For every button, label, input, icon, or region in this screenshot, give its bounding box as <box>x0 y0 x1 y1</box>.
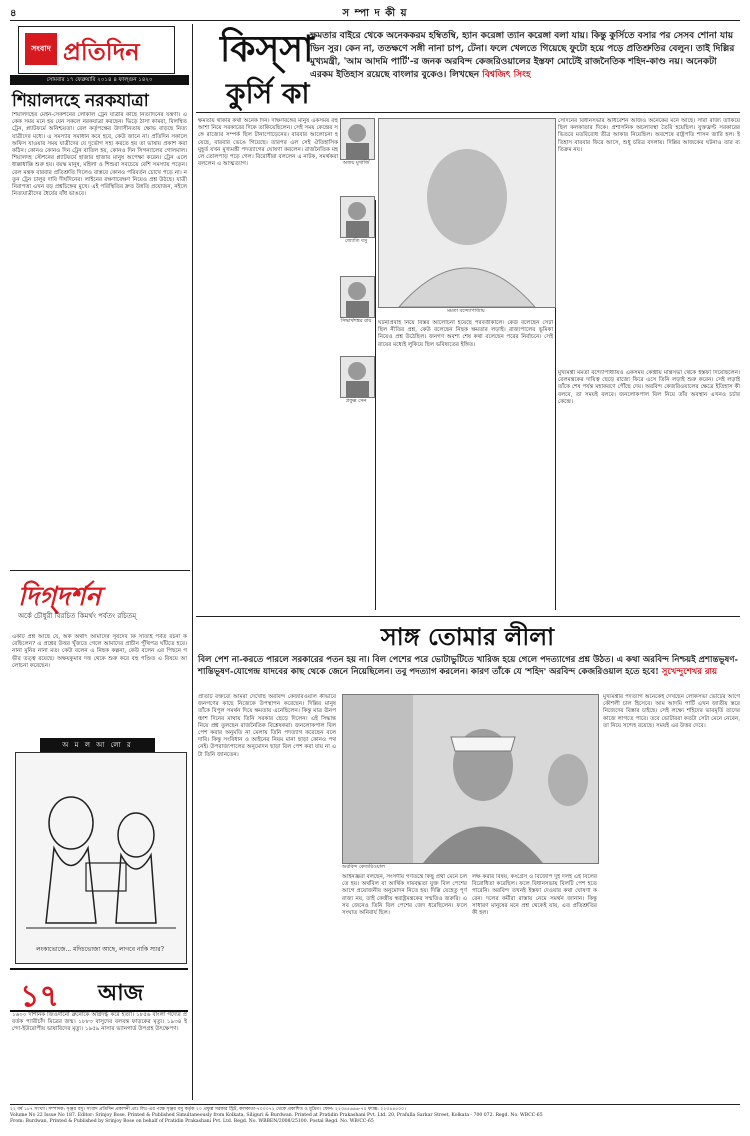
second-standfirst <box>198 654 738 678</box>
second-article-title: সাঙ্গ তোমার লীলা <box>380 622 555 651</box>
editorial-title-line1: কিস্সা <box>220 28 314 70</box>
cartoon-image <box>15 752 187 964</box>
photo-caption: সিদ্ধার্থশঙ্কর রায় <box>340 318 372 324</box>
imprint-line-2: Volume No 22 Issue No 187. Editor: Srinjoy Bose. Printed & Published Simultaneously from Kolkata, Siliguri & Burdwan. Printed at Pratidin Prakashani Pvt. Ltd. 20, Prafulla Sarkar Street, Kolkata - 700 072. Regd. No. WBCC-65 <box>10 1113 543 1118</box>
page-number: ৪ <box>10 8 17 19</box>
standfirst-text: ক্ষমতার বাইরে থেকে অনেককরম হম্বিতম্বি, হ্যান করেঙ্গা ত্যান করেঙ্গা বলা যায়। কিন্তু কুর্সিতে বসার পর সেসব শোনা যায় ভিন সুর। কেন না, ততক্ষণে সঙ্গী নানা চাপ, টেনা। ফলে খেলতে গিয়েছে ফুটো হয়ে পড়ে প্রতিশ্রুতির বেলুন। তাই দিল্লির মুখ্যমন্ত্রী, 'আম আদমি পার্টি'-র জনক অরবিন্দ কেজরিওয়ালের ইস্তফা মোটেই রাজনৈতিক শহিদ-কাণ্ড নয়। অনেকটা এরকম ইতিহাস রয়েছে বাংলার বুকেও। লিখছেন <box>310 31 735 80</box>
photo-caption: প্রফুল্ল সেন <box>345 398 367 404</box>
second-col2: আইনজ্ঞরা বলছেন, সংসদীয় গণতন্ত্রে কিছু প্রথা মেনে চলতে হয়। অর্থবিল বা আর্থিক দায়বদ্ধতা যুক্ত বিল পেশের আগে প্রয়োজনীয় অনুমোদন নিতে হয়। দিল্লি যেহেতু পূর্ণ রাজ্য নয়, তাই কেন্দ্রীয় স্বরাষ্ট্রমন্ত্রকের সম্মতিও জরুরি। এসব জেনেও তিনি বিল পেশের জেদ ধরেছিলেন। ফলে সংঘাত অনিবার্য ছিল। <box>342 874 467 917</box>
cartoon-caption: লংকাভোজে... মদিচভোজা আছে, লাগবে নাকি স্যার? <box>36 946 164 953</box>
kejriwal-photo <box>342 694 599 864</box>
second-author: সুখেন্দুশেখর রায় <box>661 667 718 677</box>
main-photo-caption: মমতা বন্দ্যোপাধ্যায় <box>447 308 485 314</box>
imprint-line-1: ২২ বর্ষ ১৮৭ সংখ্যা। সম্পাদক: সৃঞ্জয় বসু। সংবাদ প্রতিদিন প্রকাশনী প্রাঃ লিঃ-এর পক্ষে সৃঞ্জয় বসু কর্তৃক ২০ প্রফুল্ল সরকার স্ট্রিট, কলকাতা-৭০০০৭২ থেকে প্রকাশিত ও মুদ্রিত। ফোন: ২২৩৪৫৬৬৬-৭০ ফ্যাক্স: ২২৩৪৪৫০০। <box>10 1107 406 1112</box>
digdarshan-title: দিগ্‌দর্শন <box>18 582 101 612</box>
editorial-title-line2: কুর্সি কা <box>226 77 310 110</box>
divider <box>196 616 740 617</box>
photo-caption: জ্যোতি বসু <box>344 238 368 244</box>
digdarshan-body: একটি প্রশ্ন আছে যে, অর্ক অর্থাৎ আমাদের সূর্যদেব কি সত্যিই পর্বত রচনা করেছিলেন? এ প্রশ্নের উত্তর খুঁজতে গেলে আমাদের প্রাচীন পুঁথিপত্র ঘাঁটতে হবে। নানা মুনির নানা মত। কেউ বলেন এ নিছক কল্পনা, কেউ বলেন এর পিছনে গভীর তত্ত্ব রয়েছে। অক্ষয়কুমার দত্ত থেকে শুরু করে বহু পণ্ডিত এ বিষয়ে আলোচনা করেছেন। <box>12 634 187 669</box>
portrait-photo <box>340 276 375 318</box>
date-line: সোমবার ১৭ ফেব্রুয়ারি ২০১৪ ৪ ফাল্গুন ১৪২০ <box>10 75 189 85</box>
main-photo <box>378 118 556 308</box>
masthead-logo <box>18 26 175 74</box>
editorial-col4: মুখ্যমন্ত্রী মমতা বন্দ্যোপাধ্যায়ও একসময় কেন্দ্রীয় মন্ত্রিসভা থেকে ইস্তফা দিয়েছিলেন। রেলমন্ত্রকের দায়িত্ব ছেড়ে রাজ্যে ফিরে এসে তিনি লড়াই শুরু করেন। সেই লড়াই তাঁকে শেষ পর্যন্ত মহাকরণে পৌঁছে দেয়। অরবিন্দ কেজরিওয়ালের ক্ষেত্রে ইতিহাস কী বলবে, তা সময়ই বলবে। জনলোকপাল বিল নিয়ে তাঁর অবস্থান এখনও চর্চার কেন্দ্রে। <box>558 370 740 405</box>
editorial-col2: সেদিনের বিধানসভার অধিবেশন আজও অনেকের মনে আছে। সারা রাজ্য তাকিয়ে ছিল কলকাতার দিকে। প্রশাসনিক অচলাবস্থা তৈরি হয়েছিল। যুক্তফ্রন্ট সরকারের ভিতরে মতবিরোধ তীব্র আকার নিয়েছিল। অবশেষে রাষ্ট্রপতি শাসন জারি হল। ইতিহাস বারবার ফিরে আসে, শুধু চরিত্র বদলায়। দিল্লির আজকের ঘটনাও তার ব্যতিক্রম নয়। <box>558 118 740 153</box>
photo-caption: অজয় মুখার্জি <box>342 160 370 166</box>
imprint-footer <box>10 1104 740 1125</box>
second-standfirst-text: বিল পেশ না-করতে পারলে সরকারের পতন হয় না। বিল পেশের পরে ভোটাভুটিতে খারিজ হয়ে গেলে পদত্যাগের প্রশ্ন উঠত। এ কথা অরবিন্দ নিশ্চয়ই প্রশান্তভূষণ-শান্তিভূষণ-যোগেন্দ্র যাদবের কাছ থেকে জেনে নিয়েছিলেন। তবু পদত্যাগ করলেন। কারণ তাঁকে যে 'শহিদ' অরবিন্দ কেজরিওয়াল হতে হবে! <box>198 655 738 677</box>
portrait-photo <box>340 356 375 398</box>
portrait-photo <box>340 118 375 160</box>
masthead-name: প্রতিদিন <box>63 38 140 66</box>
imprint-line-3: From: Burdwan, Printed & Published by Srinjoy Bose on behalf of Pratidin Prakashani Pvt. Ltd. Regd. No. WBBEN/2008/25100. Postal Regd. No. WB/CC-65 <box>10 1119 374 1124</box>
editorial-col1: ক্ষমতায় থাকার কথা অনেক দিন। দক্ষিণবঙ্গের মানুষ একসময় বহু আশা নিয়ে সরকারের দিকে তাকিয়েছিলেন। সেই সময় কেন্দ্রের সঙ্গে রাজ্যের সম্পর্ক ছিল টানাপোড়েনের। বারবার আলোচনা হয়েছে, বারবার ভেঙে গিয়েছে। তারপর এল সেই ঐতিহাসিক মুহূর্ত যখন মুখ্যমন্ত্রী পদত্যাগের ঘোষণা করলেন। রাজনৈতিক মহলে তোলপাড় পড়ে গেল। বিরোধীরা বললেন এ নাটক, সমর্থকরা বললেন এ আত্মত্যাগ। <box>198 118 338 168</box>
left-article-body: শিয়ালদহের মেইন-সেকশনের লোকাল ট্রেন যাত্রীর কাছে নিত্যদিনের যন্ত্রণা। একেক সময় মনে হয় যেন সকলে নরকযাত্রা করছেন। ভিড়ে ঠাসা কামরা, বিলম্বিত ট্রেন, প্ল্যাটফর্মে অনিশ্চয়তা। রেল কর্তৃপক্ষের উদাসীনতায় ক্ষোভ বাড়ছে নিত্যযাত্রীদের মধ্যে। এ সমস্যার সমাধান কবে হবে, কেউ জানে না। প্রতিদিন সকালে অফিস যাওয়ার সময় যাত্রীদের যে দুর্ভোগ সহ্য করতে হয় তা ভাষায় প্রকাশ করা কঠিন। কোনও কোনও দিন ট্রেন বাতিল হয়, কোনও দিন সিগন্যালের গোলমাল। শিয়ালদহ স্টেশনের প্ল্যাটফর্মে হাজার হাজার মানুষ অপেক্ষা করেন। ট্রেন এলে ধাক্কাধাক্কি শুরু হয়। বয়স্ক মানুষ, মহিলা ও শিশুরা সবচেয়ে বেশি সমস্যায় পড়েন। রেল মন্ত্রক বারবার প্রতিশ্রুতি দিলেও বাস্তবে কোনও পরিবর্তন চোখে পড়ে না। নতুন ট্রেন চালুর দাবি দীর্ঘদিনের। লাইনের রক্ষণাবেক্ষণ নিয়েও প্রশ্ন উঠছে। যাত্রী নিরাপত্তা এখন বড় প্রশ্নচিহ্নের মুখে। এই পরিস্থিতির দ্রুত উন্নতি প্রয়োজন, নইলে নিত্যযাত্রীদের ধৈর্যের বাঁধ ভাঙবে। <box>12 112 187 198</box>
digdarshan-byline: অর্কে চৌধুরী বিরচিত কিমর্থং পর্বতং রচিতম্ <box>18 612 137 620</box>
left-headline: শিয়ালদহে নরকযাত্রা <box>12 91 149 111</box>
portrait-photo <box>340 196 375 238</box>
editorial-standfirst <box>310 30 740 82</box>
aaj-date: ১৭ <box>20 979 59 1014</box>
second-col3: লক্ষ করার বিষয়, কংগ্রেস ও বিজেপি দুই দলই এই বিলের বিরোধিতা করেছিল। ফলে বিধানসভায় বিলটি পেশ হতে পারেনি। অরবিন্দ তখনই ইস্তফা দেওয়ার কথা ঘোষণা করেন। দলের কর্মীরা রাস্তায় নেমে সমর্থন জানান। কিন্তু সাধারণ মানুষের মনে প্রশ্ন থেকেই যায়, এত প্রতিশ্রুতির কী হল। <box>472 874 597 917</box>
divider <box>10 570 190 571</box>
aaj-events: ১৬০০ দার্শনিক জিওর্দানো ব্রুনোকে অগ্নিদগ্ধ করে হত্যা। ১৮৫৬ বাংলা গদ্যের প্রবর্তক প্যারীচাঁদ মিত্রের জন্ম। ১৮৮৩ বাসুদেব বলবন্ত ফাড়কের মৃত্যু। ১৯৩৪ ইন্দো-ইউরোপীয় ভাষাবিদের মৃত্যু। ১৯৫৯ নাসার ভ্যানগার্ড উপগ্রহ উৎক্ষেপণ। <box>12 1012 187 1033</box>
second-col4: মুখ্যমন্ত্রীর পদত্যাগ অনেকেই দেখছেন লোকসভা ভোটের আগে কৌশলী চাল হিসেবে। আম আদমি পার্টি এখন জাতীয় স্তরে নিজেদের বিস্তার চাইছে। সেই লক্ষ্যে শহিদের ভাবমূর্তি তাদের কাজে লাগতে পারে। তবে ভোটাররা কতটা সেটা মেনে নেবেন, তা নিয়ে সন্দেহ রয়েছে। সময়ই এর উত্তর দেবে। <box>603 694 740 729</box>
page-header <box>10 6 740 21</box>
section-title: স ম্পা দ কী য় <box>342 8 408 19</box>
second-col1: প্রতিটি বক্তব্যে আমরা দেখেছি অরবিন্দ কেজরিওয়াল কীভাবে জনগণের কাছে নিজেকে উপস্থাপন করেছেন। দিল্লির মানুষ তাঁকে বিপুল সমর্থন দিয়ে ক্ষমতায় এনেছিলেন। কিন্তু মাত্র ঊনপঞ্চাশ দিনের মাথায় তিনি সরকার ছেড়ে দিলেন। এই সিদ্ধান্ত নিয়ে প্রশ্ন তুলছেন রাজনৈতিক বিশ্লেষকরা। জনলোকপাল বিল পেশ করার অনুমতি না মেলায় তিনি পদত্যাগ করেছেন বলে দাবি। কিন্তু সংবিধান ও আইনের নিয়ম মানা ছাড়া কোনও পথ নেই। উপরাজ্যপালের অনুমোদন ছাড়া বিল পেশ করা যায় না এটা তিনি জানতেন। <box>198 694 336 758</box>
editorial-author: বিশ্বজিৎ সিংহ <box>482 70 531 80</box>
editorial-col3: ঘটনাপ্রবাহ নিয়ে বিস্তর আলোচনা হয়েছে পরবর্তীকালে। কেউ বলেছেন সেটা ছিল নীতির প্রশ্ন, কেউ বলেছেন নিছক ক্ষমতার লড়াই। রাজ্যপালের ভূমিকা নিয়েও প্রশ্ন উঠেছিল। জনগণ অবশ্য শেষ কথা বলেছেন পরের নির্বাচনে। সেই রায়ের মধ্যেই লুকিয়ে ছিল ভবিষ্যতের ইঙ্গিত। <box>378 320 553 348</box>
cartoon-title: অ ম ল আ লো র <box>40 738 155 752</box>
aaj-label: আজ <box>98 980 144 1006</box>
divider <box>196 112 740 113</box>
column-divider <box>192 24 193 1100</box>
logo-mark: সংবাদ <box>25 33 57 65</box>
kejriwal-caption: অরবিন্দ কেজরিওয়াল <box>342 864 385 870</box>
aaj-box <box>10 968 188 1012</box>
